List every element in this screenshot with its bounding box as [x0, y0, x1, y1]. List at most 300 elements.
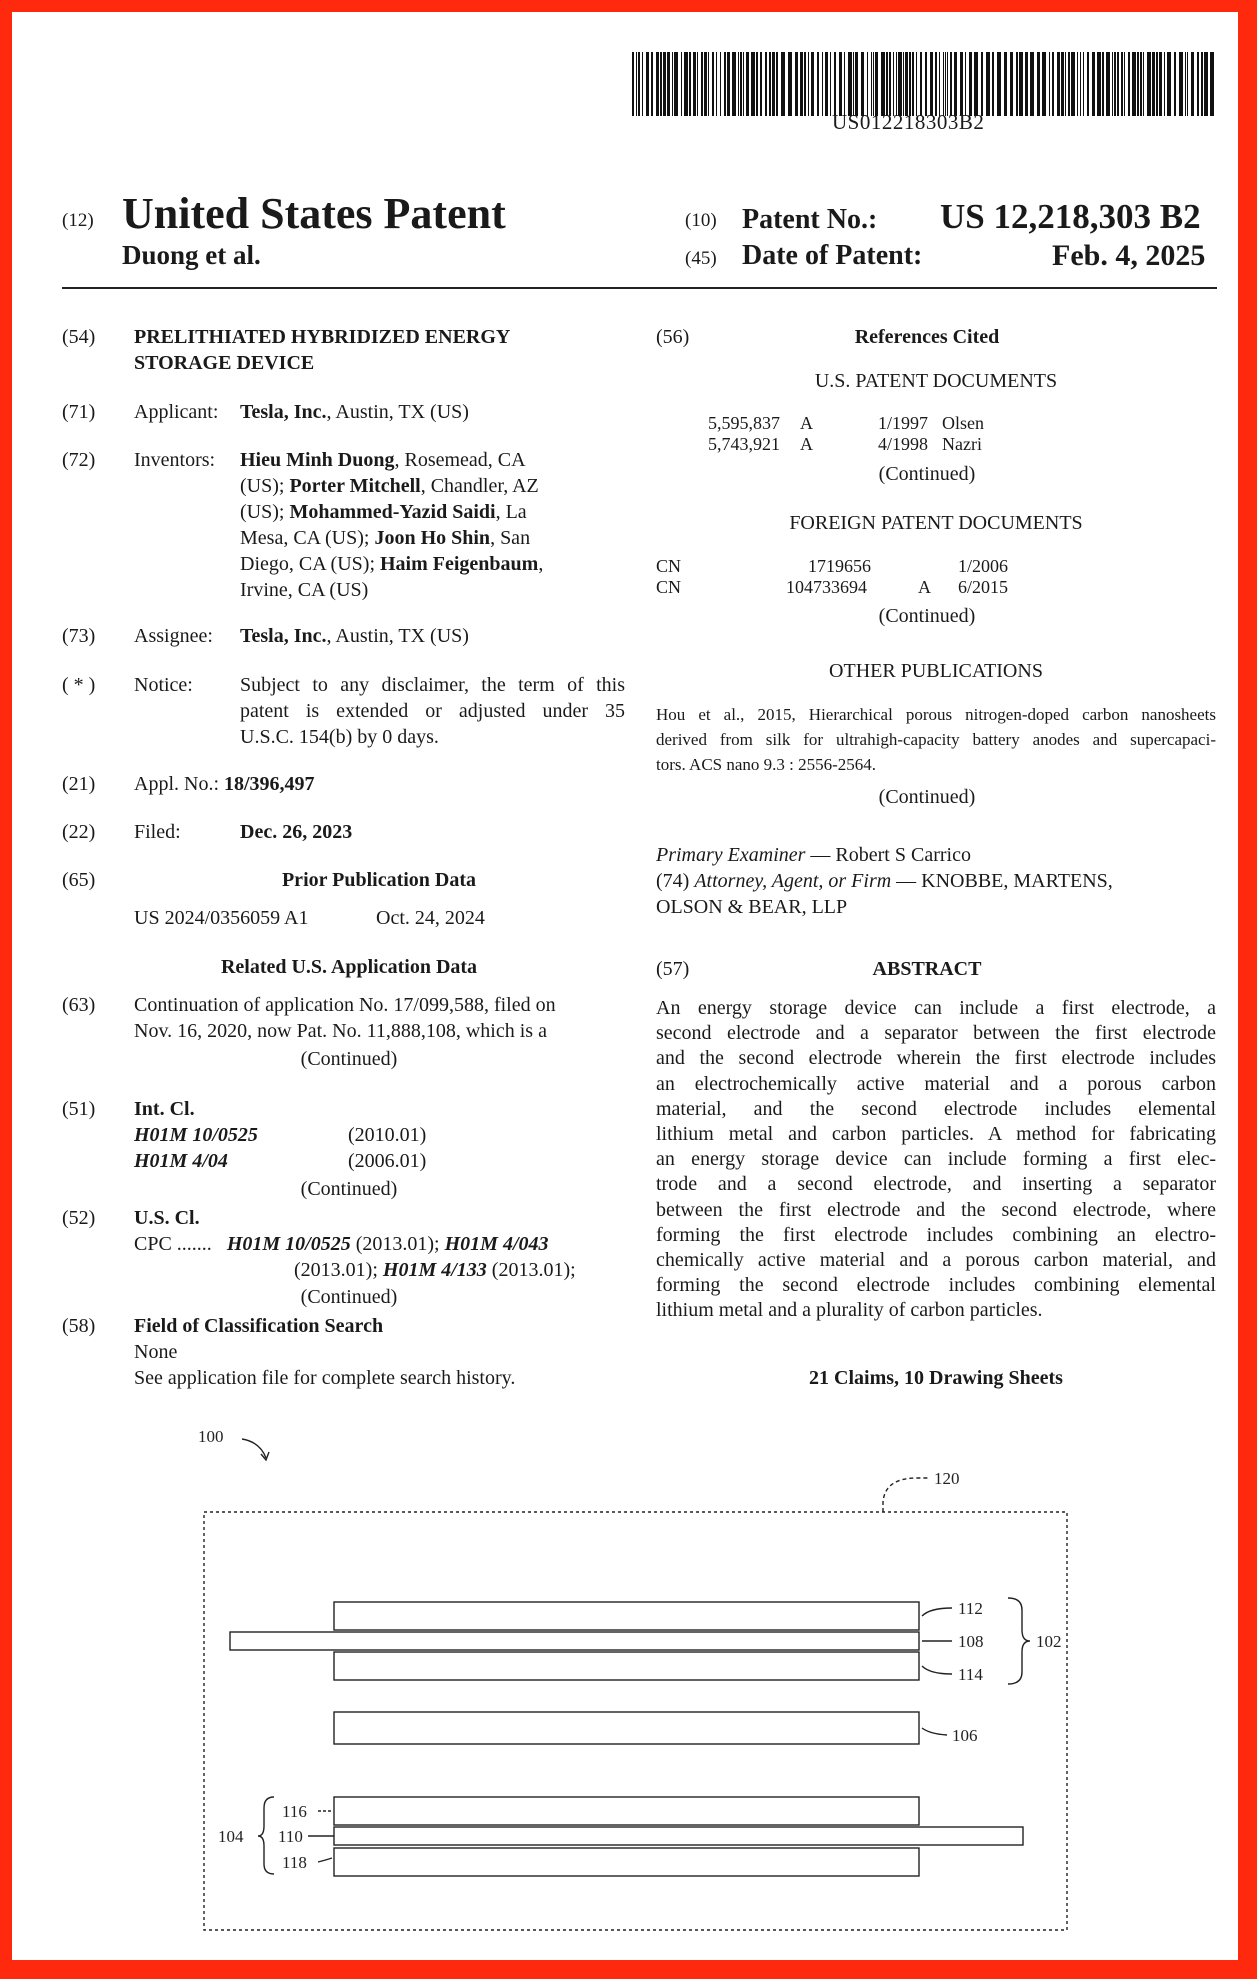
barcode-bar: [800, 52, 803, 116]
collector-110: [334, 1827, 1023, 1845]
foreign-docs-list: [656, 555, 1216, 597]
applicant-location: , Austin, TX (US): [326, 401, 469, 423]
inventor-name: Porter Mitchell: [289, 475, 421, 497]
barcode-bar: [1049, 52, 1050, 116]
code-65: (65): [62, 869, 96, 891]
barcode-bar: [1167, 52, 1171, 116]
inventor-short: Duong et al.: [122, 240, 261, 270]
examiner-label: Primary Examiner: [656, 844, 806, 866]
barcode-bar: [960, 52, 963, 116]
inventor-location: , La: [495, 501, 527, 523]
code-22: (22): [62, 821, 96, 843]
barcode-bar: [672, 52, 673, 116]
barcode-bar: [701, 52, 703, 116]
primary-examiner: [656, 842, 971, 868]
inventor-location: (US);: [240, 475, 290, 497]
barcode-bar: [1174, 52, 1176, 116]
barcode-bar: [875, 52, 878, 116]
applicant-name: Tesla, Inc.: [240, 401, 327, 423]
foreign-docs-heading: FOREIGN PATENT DOCUMENTS: [789, 512, 1083, 534]
cpc-version: (2013.01);: [486, 1259, 576, 1281]
barcode-bar: [1106, 52, 1110, 116]
barcode-bar: [981, 52, 983, 116]
code-63: (63): [62, 994, 96, 1016]
barcode-bar: [834, 52, 836, 116]
inventor-location: (US);: [240, 501, 290, 523]
barcode-bar: [1112, 52, 1113, 116]
abstract-line: an electrochemically active material and a porous carbon: [656, 1072, 1216, 1095]
barcode-bar: [724, 52, 726, 116]
barcode-bar: [1025, 52, 1028, 116]
attorney-name: OLSON & BEAR, LLP: [656, 896, 848, 918]
code-73: (73): [62, 625, 96, 647]
examiner-name: — Robert S Carrico: [805, 844, 971, 866]
barcode-bar: [1010, 52, 1013, 116]
leader-114: [922, 1666, 952, 1674]
barcode-bar: [660, 52, 662, 116]
barcode-bar: [896, 52, 897, 116]
barcode-bar: [636, 52, 637, 116]
barcode-bar: [1065, 52, 1066, 116]
inventors-label: Inventors:: [134, 449, 216, 471]
inventor-location: Diego, CA (US);: [240, 553, 380, 575]
notice-text: U.S.C. 154(b) by 0 days.: [240, 726, 439, 748]
cpc-version: (2013.01);: [350, 1233, 445, 1255]
barcode-bar: [776, 52, 778, 116]
barcode-bar: [947, 52, 948, 116]
doc-name: Olsen: [942, 413, 984, 433]
code-74: (74): [656, 870, 695, 892]
invention-title-line1: PRELITHIATED HYBRIDIZED ENERGY: [134, 326, 511, 348]
notice-text: Subject to any disclaimer, the term of this: [240, 674, 625, 696]
barcode-bar: [704, 52, 707, 116]
barcode-bar: [1191, 52, 1194, 116]
foreign-doc-row: [656, 555, 1216, 576]
barcode-bar: [740, 52, 742, 116]
barcode-bar: [732, 52, 736, 116]
barcode-bar: [738, 52, 739, 116]
leader-line-120: [883, 1478, 930, 1512]
barcode-bar: [905, 52, 908, 116]
other-publications-heading: OTHER PUBLICATIONS: [829, 660, 1043, 682]
separator-106: [334, 1712, 919, 1744]
barcode-bar: [769, 52, 771, 116]
abstract-line: material, and the second electrode includes elemental: [656, 1097, 1216, 1120]
continued-note: (Continued): [878, 786, 976, 808]
barcode-bar: [716, 52, 717, 116]
int-cl-version: (2006.01): [348, 1150, 427, 1172]
barcode-bar: [667, 52, 670, 116]
continuation-text: Nov. 16, 2020, now Pat. No. 11,888,108, which is a: [134, 1020, 547, 1042]
barcode-bar: [1117, 52, 1119, 116]
inventors-list: [240, 447, 630, 603]
code-52: (52): [62, 1207, 96, 1229]
applicant-label: Applicant:: [134, 401, 219, 423]
code-57: (57): [656, 958, 690, 980]
barcode-bar: [689, 52, 691, 116]
barcode-bar: [811, 52, 814, 116]
barcode-bar: [848, 52, 852, 116]
label-112: 112: [958, 1599, 983, 1618]
abstract-heading: ABSTRACT: [872, 958, 982, 980]
barcode-bar: [772, 52, 775, 116]
barcode-bar: [912, 52, 914, 116]
continued-note: (Continued): [878, 605, 976, 627]
barcode-bar: [886, 52, 888, 116]
barcode-number: US012218303B2: [832, 110, 985, 134]
code-notice: ( * ): [62, 674, 96, 696]
barcode-bar: [1187, 52, 1188, 116]
barcode-bar: [808, 52, 809, 116]
doc-number: 104733694: [786, 577, 867, 597]
code-10: (10): [685, 210, 717, 231]
field-search-value: None: [134, 1341, 178, 1363]
layer-118: [334, 1848, 919, 1876]
barcode-bar: [1137, 52, 1139, 116]
barcode-bar: [974, 52, 978, 116]
doc-name: Nazri: [942, 434, 982, 454]
doc-country: CN: [656, 577, 682, 597]
barcode-bar: [943, 52, 944, 116]
barcode-bar: [1185, 52, 1186, 116]
barcode-bar: [1068, 52, 1070, 116]
barcode-bar: [881, 52, 885, 116]
barcode-bar: [1121, 52, 1123, 116]
abstract-line: second electrode and a separator between the first electrode: [656, 1022, 1216, 1045]
label-102: 102: [1036, 1632, 1062, 1651]
barcode-bar: [1147, 52, 1151, 116]
abstract-line: and the second electrode wherein the first electrode includes: [656, 1047, 1216, 1070]
barcode-bar: [727, 52, 730, 116]
barcode-bar: [1114, 52, 1116, 116]
brace-104: [258, 1797, 274, 1874]
assignee-name: Tesla, Inc.: [240, 625, 327, 647]
barcode-bar: [1159, 52, 1162, 116]
continued-note: (Continued): [878, 463, 976, 485]
barcode-bar: [708, 52, 709, 116]
barcode-bar: [939, 52, 940, 116]
continuation-text: Continuation of application No. 17/099,588, filed on: [134, 994, 556, 1016]
inventor-location: Mesa, CA (US);: [240, 527, 375, 549]
int-cl-code: H01M 4/04: [134, 1150, 228, 1172]
header-divider: [62, 287, 1217, 289]
cpc-line: [294, 1257, 576, 1283]
barcode-bar: [674, 52, 678, 116]
device-figure: [12, 1412, 1238, 1952]
publication-text: Hou et al., 2015, Hierarchical porous nitrogen-doped carbon nanosheets: [656, 705, 1216, 724]
appl-label: Appl. No.:: [134, 773, 219, 795]
doc-kind: A: [800, 413, 813, 433]
abstract-line: trode and a second electrode, and inserting a separator: [656, 1173, 1216, 1196]
code-12: (12): [62, 210, 94, 231]
patent-page: [12, 12, 1238, 1960]
barcode-bar: [992, 52, 994, 116]
barcode-bar: [903, 52, 904, 116]
cpc-label: CPC .......: [134, 1233, 212, 1255]
barcode-bar: [756, 52, 758, 116]
abstract-text: [656, 996, 1216, 1324]
barcode-bar: [1152, 52, 1155, 116]
barcode-bar: [986, 52, 990, 116]
barcode-bar: [1132, 52, 1136, 116]
barcode-bar: [997, 52, 1001, 116]
barcode-bar: [950, 52, 952, 116]
barcode-bar: [935, 52, 937, 116]
abstract-line: lithium metal and a plurality of carbon particles.: [656, 1299, 1043, 1322]
inventor-location: ,: [538, 553, 544, 575]
application-number: [134, 771, 315, 797]
barcode-bar: [632, 52, 634, 116]
label-108: 108: [958, 1632, 984, 1651]
barcode-bar: [893, 52, 894, 116]
doc-number: 5,743,921: [708, 434, 780, 454]
publication-text: derived from silk for ultrahigh-capacity battery anodes and supercapaci-: [656, 730, 1216, 749]
barcode-bar: [1004, 52, 1007, 116]
inventor-name: Mohammed-Yazid Saidi: [289, 501, 496, 523]
doc-date: 4/1998: [878, 434, 929, 454]
code-21: (21): [62, 773, 96, 795]
us-cl-label: U.S. Cl.: [134, 1207, 200, 1229]
code-58: (58): [62, 1315, 96, 1337]
inventor-location: Irvine, CA (US): [240, 579, 369, 601]
barcode-bar: [898, 52, 902, 116]
barcode-bar: [712, 52, 714, 116]
abstract-line: An energy storage device can include a first electrode, a: [656, 997, 1216, 1019]
barcode-bar: [1042, 52, 1046, 116]
barcode-bar: [760, 52, 762, 116]
barcode-bar: [1037, 52, 1040, 116]
filed-date: Dec. 26, 2023: [240, 821, 353, 843]
code-45: (45): [685, 248, 717, 269]
barcode-bar: [646, 52, 649, 116]
int-cl-version: (2010.01): [348, 1124, 427, 1146]
attorney-label: Attorney, Agent, or Firm: [694, 870, 892, 892]
label-118: 118: [282, 1853, 307, 1872]
abstract-line: an energy storage device can include forming a first elec-: [656, 1148, 1216, 1171]
barcode-bar: [746, 52, 749, 116]
barcode-bar: [663, 52, 666, 116]
doc-number: 1719656: [808, 556, 871, 576]
barcode-bar: [1052, 52, 1054, 116]
barcode-bar: [697, 52, 698, 116]
inventor-name: Hieu Minh Duong: [240, 449, 395, 471]
barcode-bar: [1057, 52, 1060, 116]
layer-116: [334, 1797, 919, 1825]
us-doc-row: [656, 412, 1216, 433]
inventor-location: , Chandler, AZ: [420, 475, 539, 497]
barcode-bar: [822, 52, 823, 116]
abstract-line: forming the second electrode includes combining elemental: [656, 1274, 1216, 1297]
barcode-bar: [1124, 52, 1125, 116]
publication-text: tors. ACS nano 9.3 : 2556-2564.: [656, 755, 877, 774]
barcode-bar: [1179, 52, 1183, 116]
us-patent-docs-list: [656, 412, 1216, 454]
barcode-bar: [795, 52, 798, 116]
barcode-bar: [1156, 52, 1158, 116]
barcode-bar: [638, 52, 640, 116]
barcode-bar: [844, 52, 845, 116]
int-cl-label: Int. Cl.: [134, 1098, 195, 1120]
barcode-bar: [1016, 52, 1018, 116]
label-116: 116: [282, 1802, 307, 1821]
barcode-bar: [1143, 52, 1144, 116]
barcode-bar: [720, 52, 721, 116]
barcode-bar: [1092, 52, 1095, 116]
barcode-bar: [681, 52, 682, 116]
barcode-bar: [642, 52, 643, 116]
cpc-code: H01M 4/043: [444, 1233, 549, 1255]
document-title: United States Patent: [122, 189, 506, 238]
barcode-bar: [965, 52, 966, 116]
doc-date: 6/2015: [958, 577, 1009, 597]
barcode-image: [632, 52, 1218, 116]
code-72: (72): [62, 449, 96, 471]
date-label: Date of Patent:: [742, 240, 923, 271]
barcode-bar: [867, 52, 868, 116]
cpc-code: H01M 4/133: [382, 1259, 487, 1281]
patent-date: Feb. 4, 2025: [1052, 239, 1206, 272]
doc-kind: A: [800, 434, 813, 454]
patent-number: US 12,218,303 B2: [940, 197, 1201, 236]
barcode-bar: [817, 52, 819, 116]
barcode-bar: [920, 52, 922, 116]
cpc-version: (2013.01);: [294, 1259, 383, 1281]
abstract-line: forming the first electrode includes combining an electro-: [656, 1223, 1216, 1246]
layer-114: [334, 1652, 919, 1680]
barcode-bar: [788, 52, 792, 116]
barcode-bar: [1071, 52, 1075, 116]
cpc-code: H01M 10/0525: [226, 1233, 351, 1255]
barcode-bar: [1102, 52, 1104, 116]
continued-note: (Continued): [300, 1048, 398, 1070]
continued-note: (Continued): [300, 1286, 398, 1308]
barcode-bar: [916, 52, 917, 116]
doc-country: CN: [656, 556, 682, 576]
barcode-bar: [855, 52, 858, 116]
collector-108: [230, 1632, 919, 1650]
inventor-location: , San: [490, 527, 531, 549]
barcode-bar: [839, 52, 842, 116]
barcode-bar: [830, 52, 831, 116]
barcode-bar: [871, 52, 872, 116]
doc-kind: A: [918, 577, 931, 597]
abstract-line: chemically active material and a porous carbon material, and: [656, 1249, 1216, 1272]
us-doc-row: [656, 433, 1216, 454]
label-104: 104: [218, 1827, 244, 1846]
notice-label: Notice:: [134, 674, 193, 696]
assignee-location: , Austin, TX (US): [326, 625, 469, 647]
barcode-bar: [1087, 52, 1089, 116]
barcode-bar: [804, 52, 806, 116]
barcode-bar: [925, 52, 927, 116]
field-search-note: See application file for complete search history.: [134, 1367, 516, 1389]
barcode-bar: [765, 52, 767, 116]
barcode-bar: [651, 52, 653, 116]
doc-date: 1/1997: [878, 413, 929, 433]
barcode-bar: [751, 52, 755, 116]
barcode-bar: [693, 52, 696, 116]
barcode-bar: [825, 52, 828, 116]
barcode-bar: [684, 52, 688, 116]
barcode-bar: [889, 52, 891, 116]
barcode-bar: [1210, 52, 1214, 116]
barcode-bar: [954, 52, 957, 116]
inventor-location: , Rosemead, CA: [394, 449, 526, 471]
appl-no-value: 18/396,497: [224, 773, 315, 795]
prior-publication-number: US 2024/0356059 A1: [134, 907, 309, 929]
int-cl-code: H01M 10/0525: [134, 1124, 258, 1146]
inventor-name: Joon Ho Shin: [374, 527, 491, 549]
leader-118: [318, 1858, 332, 1862]
doc-number: 5,595,837: [708, 413, 780, 433]
abstract-line: lithium metal and carbon particles. A method for fabricating: [656, 1123, 1216, 1146]
assignee-label: Assignee:: [134, 625, 213, 647]
other-publication: [656, 702, 1216, 777]
field-search-label: Field of Classification Search: [134, 1315, 384, 1337]
barcode-bar: [1140, 52, 1142, 116]
attorney: [656, 868, 1113, 894]
code-56: (56): [656, 326, 690, 348]
code-71: (71): [62, 401, 96, 423]
barcode-bar: [656, 52, 659, 116]
leader-112: [922, 1608, 952, 1616]
barcode-bar: [1197, 52, 1199, 116]
label-100: 100: [198, 1427, 224, 1446]
barcode-bar: [1080, 52, 1081, 116]
barcode-bar: [1077, 52, 1078, 116]
label-120: 120: [934, 1469, 960, 1488]
barcode-bar: [743, 52, 744, 116]
code-51: (51): [62, 1098, 96, 1120]
barcode-bar: [945, 52, 946, 116]
attorney-name: — KNOBBE, MARTENS,: [891, 870, 1113, 892]
prior-publication-date: Oct. 24, 2024: [376, 907, 485, 929]
brace-102: [1008, 1598, 1030, 1684]
barcode-bar: [909, 52, 911, 116]
foreign-doc-row: [656, 576, 1216, 597]
assignee: [240, 623, 469, 649]
barcode-bar: [1164, 52, 1165, 116]
leader-106: [922, 1728, 947, 1735]
barcode-bar: [1061, 52, 1064, 116]
invention-title-line2: STORAGE DEVICE: [134, 352, 315, 374]
barcode-bar: [1128, 52, 1130, 116]
abstract-line: between the first electrode and the second electrode, where: [656, 1198, 1216, 1221]
applicant: [240, 399, 469, 425]
barcode-bar: [1019, 52, 1023, 116]
label-114: 114: [958, 1665, 983, 1684]
notice-text: patent is extended or adjusted under 35: [240, 700, 625, 722]
label-110: 110: [278, 1827, 303, 1846]
cpc-line: [134, 1231, 549, 1257]
barcode-bar: [781, 52, 785, 116]
patent-no-label: Patent No.:: [742, 204, 878, 235]
references-heading: References Cited: [854, 326, 1000, 348]
label-106: 106: [952, 1726, 978, 1745]
barcode-bar: [1097, 52, 1101, 116]
us-patent-docs-heading: U.S. PATENT DOCUMENTS: [814, 370, 1058, 392]
barcode-bar: [969, 52, 972, 116]
barcode-bar: [873, 52, 874, 116]
barcode-bar: [1083, 52, 1084, 116]
claims-summary: 21 Claims, 10 Drawing Sheets: [809, 1367, 1063, 1389]
prior-publication-heading: Prior Publication Data: [281, 869, 477, 891]
barcode-bar: [1201, 52, 1203, 116]
barcode-bar: [853, 52, 854, 116]
continued-note: (Continued): [300, 1178, 398, 1200]
filed-label: Filed:: [134, 821, 181, 843]
barcode-bar: [930, 52, 933, 116]
